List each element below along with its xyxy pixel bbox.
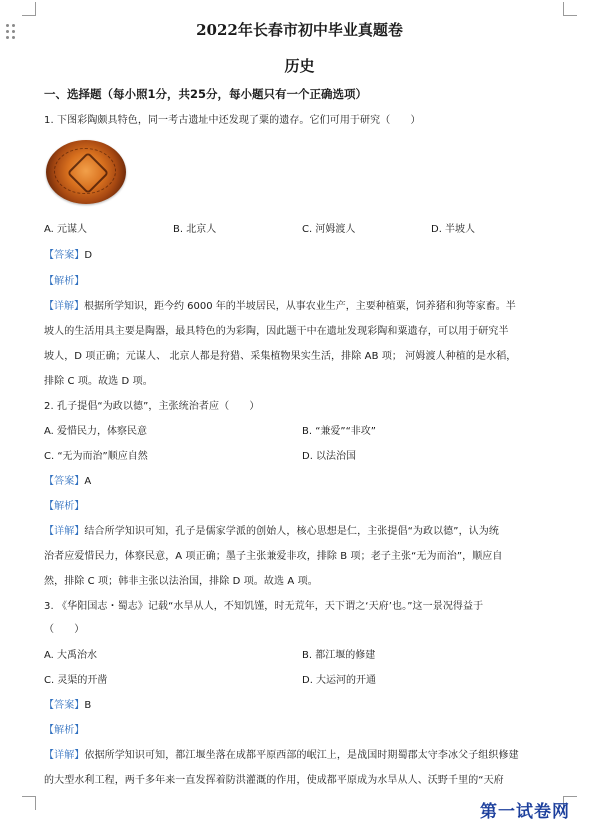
q2-answer xyxy=(44,472,91,487)
q1-answer-value: D xyxy=(84,250,93,261)
q3-detail-line-1: 【详解】依据所学知识可知，都江堰坐落在成都平原西部的岷江上，是战国时期蜀郡太守李冰父子组织修建 xyxy=(44,750,519,761)
q1-option-b: B. 北京人 xyxy=(173,224,217,235)
q2-detail-line-3: 然，排除 C 项；韩非主张以法治国，排除 D 项。故选 A 项。 xyxy=(44,576,318,587)
analysis-tag: 【解析】 xyxy=(44,725,85,736)
q1-detail-line-1: 【详解】根据所学知识，距今约 6000 年的半坡居民，从事农业生产，主要种植粟，饲养猪和狗等家畜。半 xyxy=(44,297,568,312)
q1-option-c: C. 河姆渡人 xyxy=(302,224,356,235)
detail-tag: 【详解】 xyxy=(44,750,85,761)
q3-option-c: C. 灵渠的开凿 xyxy=(44,675,108,686)
q1-analysis xyxy=(44,272,84,287)
q2-option-a: A. 爱惜民力，体察民意 xyxy=(44,426,148,437)
detail-tag: 【详解】 xyxy=(44,301,84,312)
subject-title: 历史 xyxy=(284,57,315,75)
q3-answer-value: B xyxy=(84,700,92,711)
answer-tag: 【答案】 xyxy=(44,476,85,487)
q3-detail-line-2: 的大型水利工程，两千多年来一直发挥着防洪灌溉的作用，使成都平原成为水旱从人、沃野千里的“天府 xyxy=(44,775,504,786)
q2-detail-line-2: 治者应爱惜民力，体察民意，A 项正确；墨子主张兼爱非攻，排除 B 项；老子主张“无为而治”，顺应自 xyxy=(44,551,503,562)
q1-option-a: A. 元谋人 xyxy=(44,224,88,235)
q2-analysis xyxy=(44,497,84,512)
q1-answer xyxy=(44,246,92,261)
q1-option-d: D. 半坡人 xyxy=(431,224,476,235)
q1-detail-line-2: 坡人的生活用具主要是陶器，最具特色的为彩陶，因此题干中在遗址发现彩陶和粟遗存，可以用于研究半 xyxy=(44,326,509,337)
painted-pottery-image xyxy=(46,140,126,204)
q1-detail-line-3: 坡人，D 项正确；元谋人、 北京人都是狩猎、采集植物果实生活，排除 AB 项； 河姆渡人种植的是水稻， xyxy=(44,351,517,362)
analysis-tag: 【解析】 xyxy=(44,276,85,287)
section-heading: 一、选择题（每小照1分，共25分，每小题只有一个正确选项） xyxy=(44,87,368,101)
q3-option-a: A. 大禹治水 xyxy=(44,650,98,661)
answer-tag: 【答案】 xyxy=(44,700,85,711)
q2-option-c: C. “无为而治”顺应自然 xyxy=(44,451,148,462)
q2-detail-line-1: 【详解】结合所学知识可知，孔子是儒家学派的创始人，核心思想是仁，主张提倡“为政以德”，认为统 xyxy=(44,526,499,537)
q3-option-d: D. 大运河的开通 xyxy=(302,675,377,686)
q3-analysis xyxy=(44,721,84,736)
q2-option-b: B. “兼爱”“非攻” xyxy=(302,426,376,437)
crop-mark-top-left xyxy=(22,2,36,16)
detail-tag: 【详解】 xyxy=(44,526,85,537)
crop-mark-bottom-left xyxy=(22,796,36,810)
q1-detail-line-4: 排除 C 项。故选 D 项。 xyxy=(44,376,153,387)
q2-answer-value: A xyxy=(84,476,92,487)
answer-tag: 【答案】 xyxy=(44,250,85,261)
q3-stem-line-1: 3. 《华阳国志・蜀志》记载“水旱从人，不知饥馑，时无荒年，天下谓之‘天府’也。”这一景况得益于 xyxy=(44,601,484,612)
page-title: 2022年长春市初中毕业真题卷 xyxy=(196,21,403,39)
analysis-tag: 【解析】 xyxy=(44,501,85,512)
q2-option-d: D. 以法治国 xyxy=(302,451,357,462)
q3-option-b: B. 都江堰的修建 xyxy=(302,650,376,661)
q1-stem: 1. 下图彩陶颇具特色，同一考古遗址中还发现了粟的遗存。它们可用于研究（ ） xyxy=(44,115,421,126)
site-watermark-logo: 第一试卷网 xyxy=(480,802,570,822)
q2-stem: 2. 孔子提倡“为政以德”，主张统治者应（ ） xyxy=(44,401,260,412)
crop-mark-top-right xyxy=(563,2,577,16)
q3-answer xyxy=(44,696,91,711)
q3-stem-line-2: （ ） xyxy=(44,624,85,635)
